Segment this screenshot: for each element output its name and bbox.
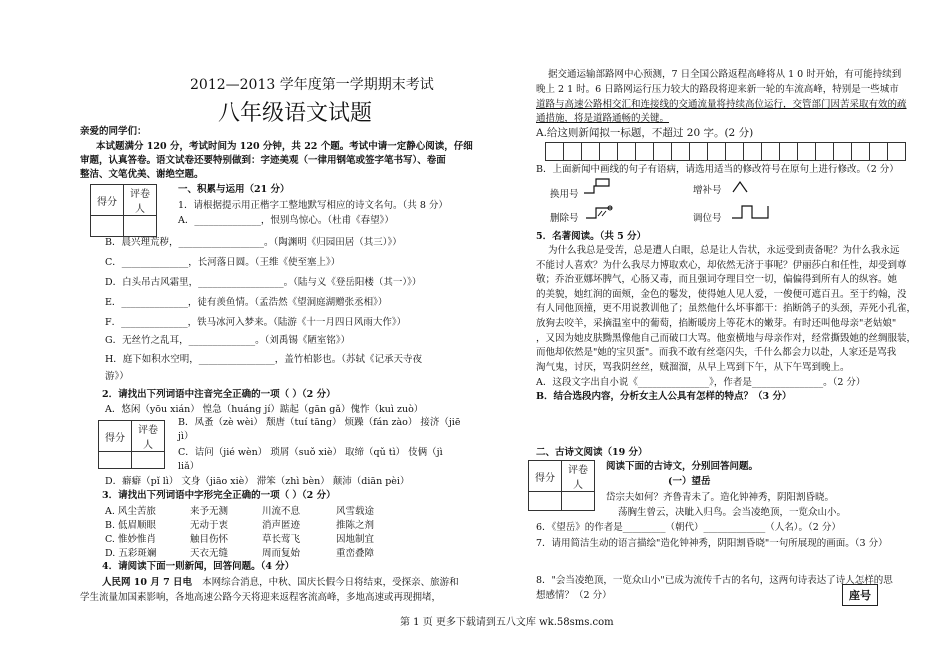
q3-option-cell: 消声匿迹 <box>262 520 301 531</box>
q1-line-c: C．______________，长河落日圆。（王维《使至塞上》） <box>105 257 341 268</box>
score-label: 得分 <box>91 185 124 216</box>
answer-grid-cell[interactable] <box>833 142 852 161</box>
score-label: 得分 <box>99 421 132 452</box>
answer-grid-cell[interactable] <box>707 142 726 161</box>
section-1-title: 一、积累与运用（21 分） <box>178 184 290 195</box>
answer-grid-cell[interactable] <box>743 142 762 161</box>
page-footer: 第 1 页 更多下载请到五八文库 wk.58sms.com <box>400 617 614 628</box>
section-2-title: 二、古诗文阅读（19 分） <box>536 447 648 458</box>
question-a-title: A.给这则新闻拟一标题，不超过 20 字。(2 分) <box>536 127 754 139</box>
q2-option-a: A．悠闲（yōu xián） 惶急（huáng jí）踮起（gān gǎ）傀怍（kuì zuò） <box>105 404 424 415</box>
insert-mark-icon <box>730 178 750 196</box>
answer-grid-cell[interactable] <box>815 142 834 161</box>
q1-line-a: A．______________，恨别鸟惊心。（杜甫《春望》） <box>178 215 394 226</box>
delete-mark-icon <box>584 200 616 222</box>
poem-line-2: 荡胸生曾云，决眦入归鸟。会当凌绝顶，一览众山小。 <box>618 507 847 518</box>
grader-label: 评卷人 <box>124 185 157 216</box>
q4-news-line-2: 学生流量加国素影响，各地高速公路今天将迎来返程客流高峰，多地高速或再现拥堵， <box>80 592 442 603</box>
answer-grid-cell[interactable] <box>545 142 564 161</box>
answer-grid-cell[interactable] <box>887 142 906 161</box>
intro-line-3: 整洁、文笔优美、谢绝空题。 <box>80 169 204 180</box>
answer-grid-cell[interactable] <box>851 142 870 161</box>
q3-option-cell: 来予无测 <box>190 506 229 517</box>
q1-line-h: H．庭下如积水空明，________________，盖竹柏影也。（苏轼《记承天寺夜 <box>105 354 423 365</box>
q2-option-b-tail: jì） <box>178 431 194 442</box>
q1-line-g: G．无丝竹之乱耳，______________。（刘禹锡《陋室铭》） <box>105 335 351 346</box>
mark-replace-label: 换用号 <box>550 189 579 200</box>
q4-news-line-1 <box>102 576 459 590</box>
q3-option-cell: 推陈之剂 <box>336 520 375 531</box>
q3-option-cell: 天衣无缝 <box>190 548 229 559</box>
q3-title: 3．请找出下列词语中字形完全正确的一项（ ）（2 分） <box>102 490 336 501</box>
q3-option-cell: 草长莺飞 <box>262 534 301 545</box>
q7: 7．请用简洁生动的语言描绘"造化钟神秀，阴阳割昏晓"一句所展现的画面。（3 分） <box>536 538 888 549</box>
q2-option-c: C．诘问（jié wèn） 琐屑（suǒ xiè） 取缔（qǔ tì） 伎俩（jì <box>178 447 443 458</box>
q3-option-cell: 周而复始 <box>262 548 301 559</box>
answer-grid-cell[interactable] <box>635 142 654 161</box>
q5-title: 5．名著阅读。（共 5 分） <box>536 231 647 242</box>
answer-grid[interactable] <box>546 142 906 161</box>
grader-label: 评卷人 <box>562 461 595 492</box>
q4-title: 4．请阅读下面一则新闻，回答问题。（4 分） <box>102 561 295 572</box>
poem-heading: (一）望岳 <box>668 476 711 487</box>
passage-line: ，又因为她皮肤黝黑像他自己而破口大骂。他蛮横地与母亲作对，经常撕毁她的丝绸服装， <box>536 332 917 344</box>
q2-option-c-tail: liǎ） <box>178 461 200 472</box>
passage-line: 放狗去咬羊，采摘温室中的葡萄，掐断暖房上等花木的嫩芽。有时还叫他母亲"老姑娘" <box>536 318 897 329</box>
intro-line-2: 审题，认真答卷。语文试卷还要特别做到：字迹美观（一律用钢笔或签字笔书写）、卷面 <box>80 155 446 166</box>
q2-option-d: D．癖癖（pǐ lì） 文身（jiāo xiè） 滞笨（zhì bèn） 颠沛（diān pèi） <box>105 476 410 487</box>
q2-option-b: B．凤蚤（zè wèi） 颓唐（tuí tāng） 烦躁（fán zào） 接济（jiē <box>178 417 461 428</box>
passage-line: 不能讨人喜欢？为什么我尽力博取欢心，却依然无济于事呢？伊丽莎白和任性，却受到尊 <box>536 259 907 271</box>
answer-grid-cell[interactable] <box>689 142 708 161</box>
q1-line-e: E．______________，徒有羡鱼情。（孟浩然《望洞庭湖赠张丞相》） <box>105 297 388 308</box>
answer-grid-cell[interactable] <box>653 142 672 161</box>
answer-grid-cell[interactable] <box>581 142 600 161</box>
answer-grid-cell[interactable] <box>671 142 690 161</box>
exam-title: 2012—2013 学年度第一学期期末考试 <box>190 77 434 93</box>
q3-option-cell: 触目伤怀 <box>190 534 229 545</box>
score-label: 得分 <box>529 461 562 492</box>
q1-line-f: F．______________，铁马冰河入梦来。（陆游《十一月四日风雨大作》） <box>105 317 407 328</box>
q3-option-cell: D. 五彩斑斓 <box>105 548 157 559</box>
exam-subtitle: 八年级语文试题 <box>218 101 373 126</box>
news-line-1: 据交通运输部路网中心预测，7 日全国公路返程高峰将从 1 0 时开始，有可能持续到 <box>548 69 902 80</box>
answer-grid-cell[interactable] <box>779 142 798 161</box>
mark-add-label: 增补号 <box>693 185 722 196</box>
q3-option-cell: 因地制宜 <box>336 534 375 545</box>
replace-mark-icon <box>582 176 612 196</box>
q6: 6．《望岳》的作者是_________（朝代）_____________（人名）。（2 分） <box>536 522 841 533</box>
score-box-2 <box>98 420 165 469</box>
news-lead: 人民网 10 月 7 日电 <box>102 577 193 588</box>
move-mark-icon <box>730 202 770 222</box>
mark-move-label: 调位号 <box>693 213 722 224</box>
q8-line-2: 想感情？（2 分） <box>536 590 612 601</box>
passage-line: 有人同他顶撞，更不用说教训他了；虽然他什么坏事都干：掐断鸽子的头颈，弄死小孔雀， <box>536 303 917 315</box>
passage-line: 淘气鬼，讨厌，骂我阴丝丝，贼溜溜，从早上骂到下午，从下午骂到晚上。 <box>536 361 850 373</box>
poem-line-1: 岱宗夫如何？齐鲁青未了。造化钟神秀，阴阳割昏晓。 <box>606 492 835 503</box>
news-line-4: 通措施，将是道路通畅的关键。 <box>536 113 670 124</box>
q5-question-a: A．这段文字出自小说《_______________》，作者是_______________。（2 分） <box>536 377 866 388</box>
passage-line: 敬；乔治亚娜坏脾气，心肠又毒，而且强词夺理目空一切，偏偏得到所有人的纵容。她 <box>536 274 898 286</box>
q5-question-b: B．结合选段内容，分析女主人公具有怎样的特点？（3 分） <box>536 391 792 402</box>
q8-line-1: 8．"会当凌绝顶，一览众山小"已成为流传千古的名句，这两句诗表达了诗人怎样的思 <box>536 575 893 586</box>
passage-line: 为什么我总是受苦，总是遭人白眼，总是让人告状，永远受到责备呢？为什么我永远 <box>548 245 900 256</box>
news-text-1: 本网综合消息，中秋、国庆长假今日将结束，受探亲、旅游和 <box>202 577 459 588</box>
passage-line: 的美貌，她红润的面颊，金色的鬈发，使得她人见人爱，一俊便可遮百丑。至于约翰，没 <box>536 288 907 300</box>
score-box-3 <box>528 460 595 511</box>
mark-delete-label: 删除号 <box>550 213 579 224</box>
seat-number-box: 座号 <box>842 584 878 606</box>
q3-option-cell: C. 惟妙惟肖 <box>105 534 156 545</box>
answer-grid-cell[interactable] <box>761 142 780 161</box>
q1-line-h-tail: 游》） <box>105 371 129 382</box>
q1-line-d: D．白头吊古风霜里，__________________。（陆与义《登岳阳楼（其一）》） <box>105 277 422 288</box>
greeting: 亲爱的同学们： <box>80 126 147 137</box>
answer-grid-cell[interactable] <box>725 142 744 161</box>
question-b-title: B．上面新闻中画线的句子有语病，请选用适当的修改符号在原句上进行修改。（2 分） <box>536 164 899 175</box>
grader-label: 评卷人 <box>132 421 165 452</box>
score-box-1 <box>90 184 157 237</box>
news-line-3: 道路与高速公路相交汇和连接线的交通流量将持续高位运行，交管部门因苦采取有效的疏 <box>536 99 907 110</box>
answer-grid-cell[interactable] <box>869 142 888 161</box>
news-line-2: 晚上 2 1 时。6 日路网运行压力较大的路段将迎来新一轮的车流高峰，特别是一些城市 <box>536 84 899 95</box>
intro-line-1: 本试题满分 120 分，考试时间为 120 分钟，共 22 个题。考试中请一定静心阅读，仔细 <box>96 141 473 152</box>
answer-grid-cell[interactable] <box>797 142 816 161</box>
answer-grid-cell[interactable] <box>599 142 618 161</box>
passage-line: 而他却依然是"她的宝贝蛋"。而我不敢有丝毫闪失，千什么都会力以赴，人家还是骂我 <box>536 347 897 359</box>
answer-grid-cell[interactable] <box>563 142 582 161</box>
q3-option-cell: 川流不息 <box>262 506 301 517</box>
q3-option-cell: 风雪载途 <box>336 506 375 517</box>
answer-grid-cell[interactable] <box>617 142 636 161</box>
q3-option-cell: 重峦叠障 <box>336 548 375 559</box>
q3-option-cell: B. 低眉顺眼 <box>105 520 157 531</box>
q1-line-b: B．晨兴理荒秽，__________________。（陶渊明《归园田居（其三）》） <box>105 237 402 248</box>
section-2-lead: 阅读下面的古诗文，分别回答问题。 <box>606 461 759 472</box>
q3-option-cell: A. 风尘苦旅 <box>105 506 156 517</box>
q2-title: 2．请找出下列词语中注音完全正确的一项（ ）（2 分） <box>102 389 336 400</box>
q3-option-cell: 无动于衷 <box>190 520 229 531</box>
q1-prompt: 1．请根据提示用正楷字工整地默写相应的诗文名句。（共 8 分） <box>178 200 448 211</box>
